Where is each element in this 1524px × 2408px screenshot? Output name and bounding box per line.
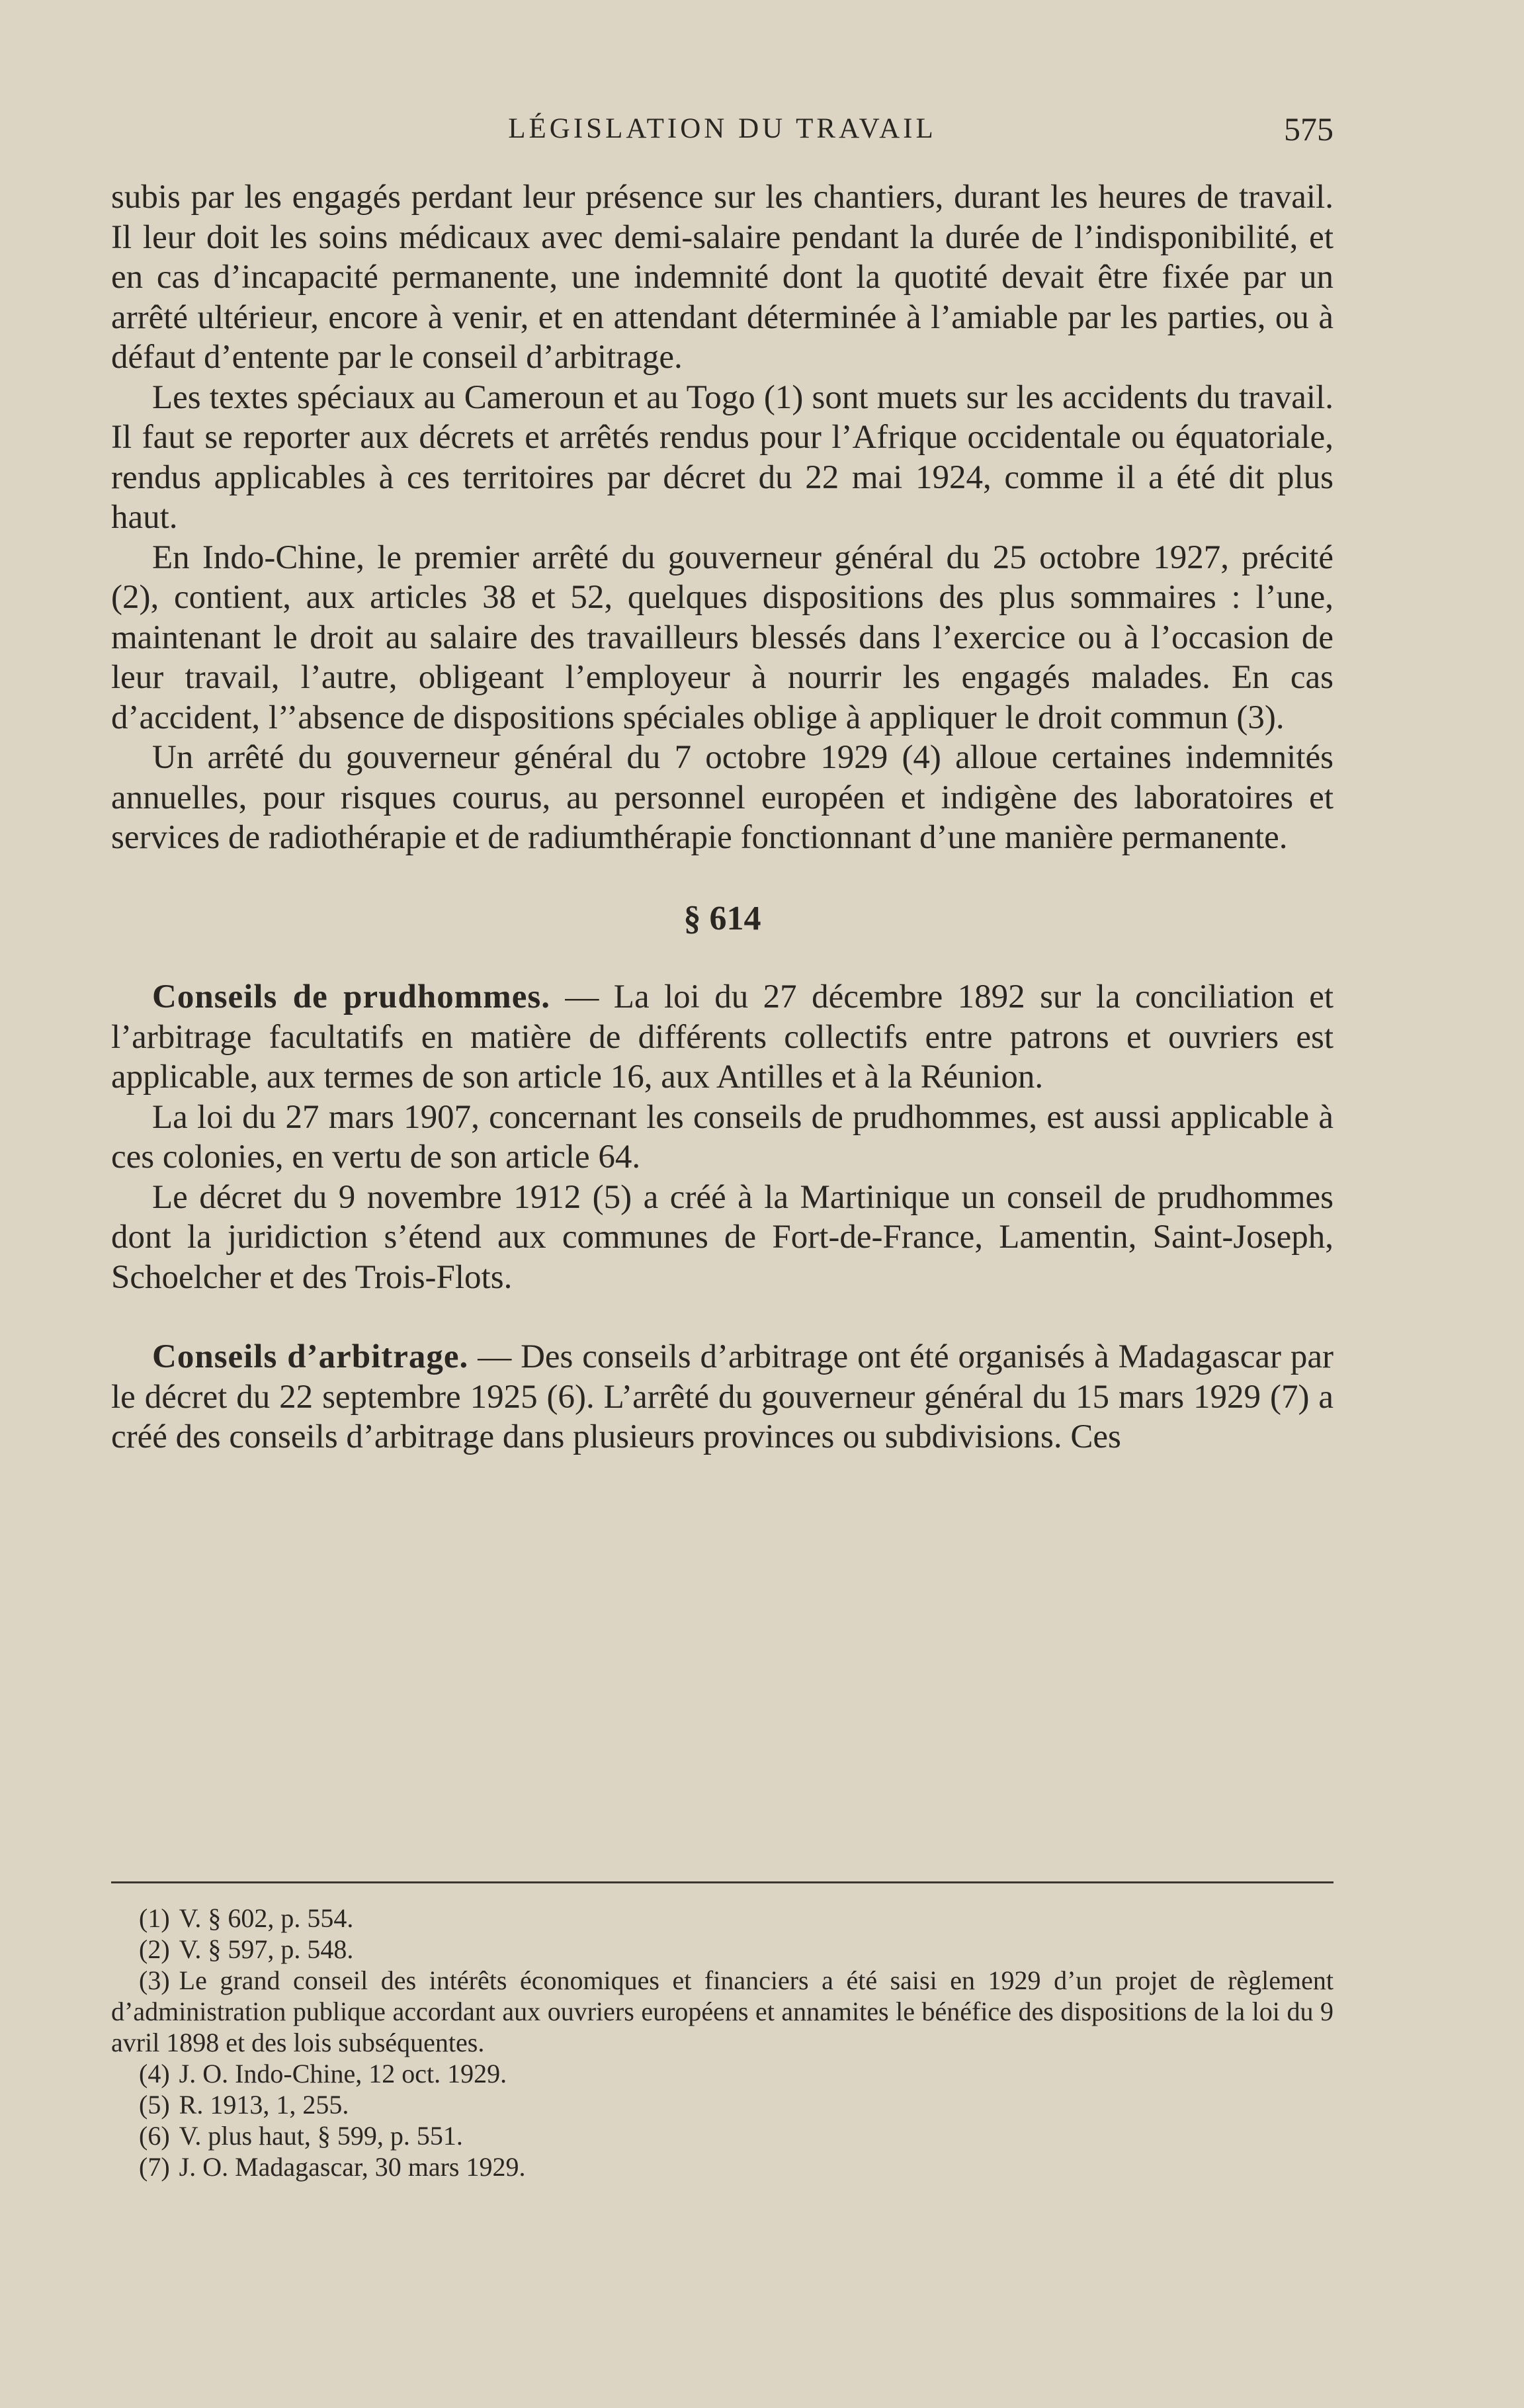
running-title: LÉGISLATION DU TRAVAIL — [508, 113, 937, 144]
paragraph-text-prudhommes: — La loi du 27 décembre 1892 sur la conciliation et l’arbitrage facultatifs en matière de différents collectifs entre patrons et ouvriers est applicable, aux termes de son article 16, aux Antilles et à la Réunion. — [111, 978, 1334, 1096]
footnote — [111, 1965, 1334, 2058]
page-header — [111, 106, 1334, 152]
paragraph-conseils-arbitrage — [111, 1337, 1334, 1457]
paragraph-text-arbitrage: — Des conseils d’arbitrage ont été organisés à Madagascar par le décret du 22 septembre 1925 (6). L’arrêté du gouverneur général du 15 mars 1929 (7) a créé des conseils d’arbitrage dans plusieurs provinces ou subdivisions. Ces — [111, 1338, 1334, 1455]
footnote-text: R. 1913, 1, 255. — [179, 2090, 349, 2120]
footnote-number: (1) — [139, 1903, 170, 1933]
main-text — [111, 177, 1334, 1457]
section-title: § 614 — [683, 899, 761, 937]
paragraph-cameroun-togo: Les textes spéciaux au Cameroun et au Togo (1) sont muets sur les accidents du travail. Il faut se reporter aux décrets et arrêtés rendus pour l’Afrique occidentale ou équatoriale, rendus applicables à ces territoires par décret du 22 mai 1924, comme il a été dit plus haut. — [111, 378, 1334, 536]
footnote-number: (7) — [139, 2152, 170, 2182]
paragraph-arrete-1929: Un arrêté du gouverneur général du 7 octobre 1929 (4) alloue certaines indemnités annuelles, pour risques courus, au personnel européen et indigène des laboratoires et services de radiothérapie et de radiumthérapie fonctionnant d’une manière permanente. — [111, 739, 1334, 856]
paragraph-loi-1907: La loi du 27 mars 1907, concernant les conseils de prudhommes, est aussi applicable à ces colonies, en vertu de son article 64. — [111, 1098, 1334, 1176]
footnote-number: (2) — [139, 1934, 170, 1964]
footnote — [111, 2120, 1334, 2151]
paragraph-indochine: En Indo-Chine, le premier arrêté du gouverneur général du 25 octobre 1927, précité (2), contient, aux articles 38 et 52, quelques dispositions des plus sommaires : l’une, maintenant le droit au salaire des travailleurs blessés dans l’exercice ou à l’occasion de leur travail, l’autre, obligeant l’employeur à nourrir les engagés malades. En cas d’accident, l’’absence de dispositions spéciales oblige à appliquer le droit commun (3). — [111, 538, 1334, 736]
footnote-text: Le grand conseil des intérêts économiques et financiers a été saisi en 1929 d’un projet de règlement d’administration publique accordant aux ouvriers européens et annamites le bénéfice des dispositions de la loi du 9 avril 1898 et des lois subséquentes. — [111, 1965, 1334, 2057]
footnote-text: V. § 602, p. 554. — [179, 1903, 354, 1933]
footnote-number: (4) — [139, 2059, 170, 2088]
footnote-number: (3) — [139, 1965, 170, 1995]
paragraph-conseils-prudhommes — [111, 977, 1334, 1097]
footnote — [111, 2151, 1334, 2182]
footnote — [111, 2089, 1334, 2120]
footnote — [111, 1934, 1334, 1965]
footnote-text: J. O. Madagascar, 30 mars 1929. — [179, 2152, 526, 2182]
footnote-number: (6) — [139, 2121, 170, 2151]
paragraph-continuation: subis par les engagés perdant leur présence sur les chantiers, durant les heures de travail. Il leur doit les soins médicaux avec demi-salaire pendant la durée de l’indisponibilité, et en cas d’incapacité permanente, une indemnité dont la quotité devait être fixée par un arrêté ultérieur, encore à venir, et en attendant déterminée à l’amiable par les parties, ou à défaut d’entente par le conseil d’arbitrage. — [111, 179, 1334, 376]
footnote-separator — [111, 1881, 1334, 1883]
footnote — [111, 2058, 1334, 2089]
footnote-text: V. plus haut, § 599, p. 551. — [179, 2121, 463, 2151]
run-in-heading-arbitrage: Conseils d’arbitrage. — [152, 1338, 469, 1375]
footnote-number: (5) — [139, 2090, 170, 2120]
run-in-heading-prudhommes: Conseils de prudhommes. — [152, 978, 550, 1015]
footnote-text: V. § 597, p. 548. — [179, 1934, 354, 1964]
page-number: 575 — [1284, 110, 1334, 148]
paragraph-decret-1912: Le décret du 9 novembre 1912 (5) a créé à la Martinique un conseil de prudhommes dont la juridiction s’étend aux communes de Fort-de-France, Lamentin, Saint-Joseph, Schoelcher et des Trois-Flots. — [111, 1178, 1334, 1296]
footnote — [111, 1903, 1334, 1934]
footnote-text: J. O. Indo-Chine, 12 oct. 1929. — [179, 2059, 507, 2088]
footnotes — [111, 1903, 1334, 2182]
